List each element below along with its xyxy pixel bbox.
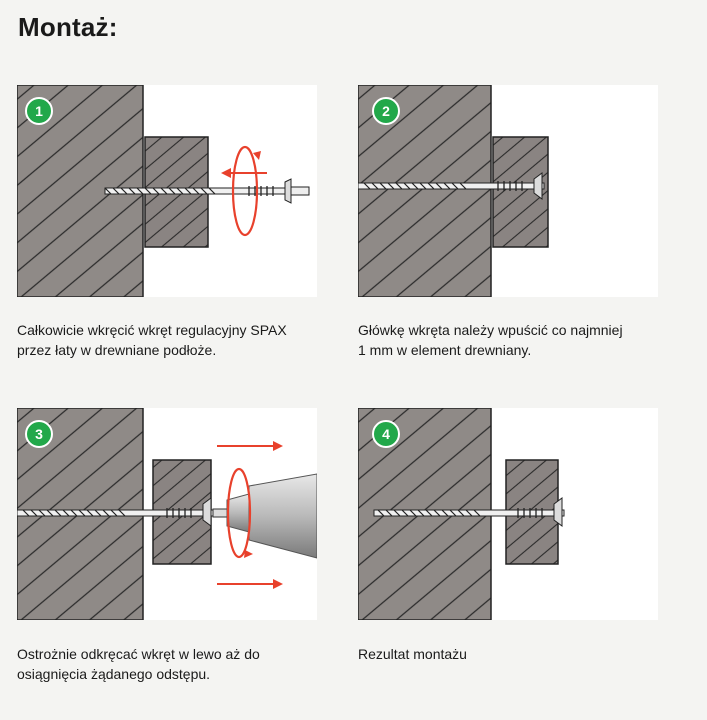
page-title: Montaż: bbox=[18, 12, 118, 42]
step-4-illustration bbox=[358, 408, 658, 620]
step-number-4: 4 bbox=[382, 426, 390, 442]
step-number-1: 1 bbox=[35, 103, 43, 119]
step-3-caption: Ostrożnie odkręcać wkręt w lewo aż do osiągnięcia żądanego odstępu. bbox=[17, 646, 260, 682]
direction-arrow-icon bbox=[221, 168, 267, 178]
step-number-3: 3 bbox=[35, 426, 43, 442]
step-2-caption: Główkę wkręta należy wpuścić co najmniej 1 mm w element drewniany. bbox=[358, 322, 623, 358]
step-number-2: 2 bbox=[382, 103, 390, 119]
step-4-caption: Rezultat montażu bbox=[358, 646, 467, 662]
step-1-caption: Całkowicie wkręcić wkręt regulacyjny SPAX przez łaty w drewniane podłoże. bbox=[17, 322, 287, 358]
step-2-illustration bbox=[358, 85, 658, 297]
step-3-illustration bbox=[17, 408, 317, 620]
step-1-illustration bbox=[17, 85, 317, 297]
